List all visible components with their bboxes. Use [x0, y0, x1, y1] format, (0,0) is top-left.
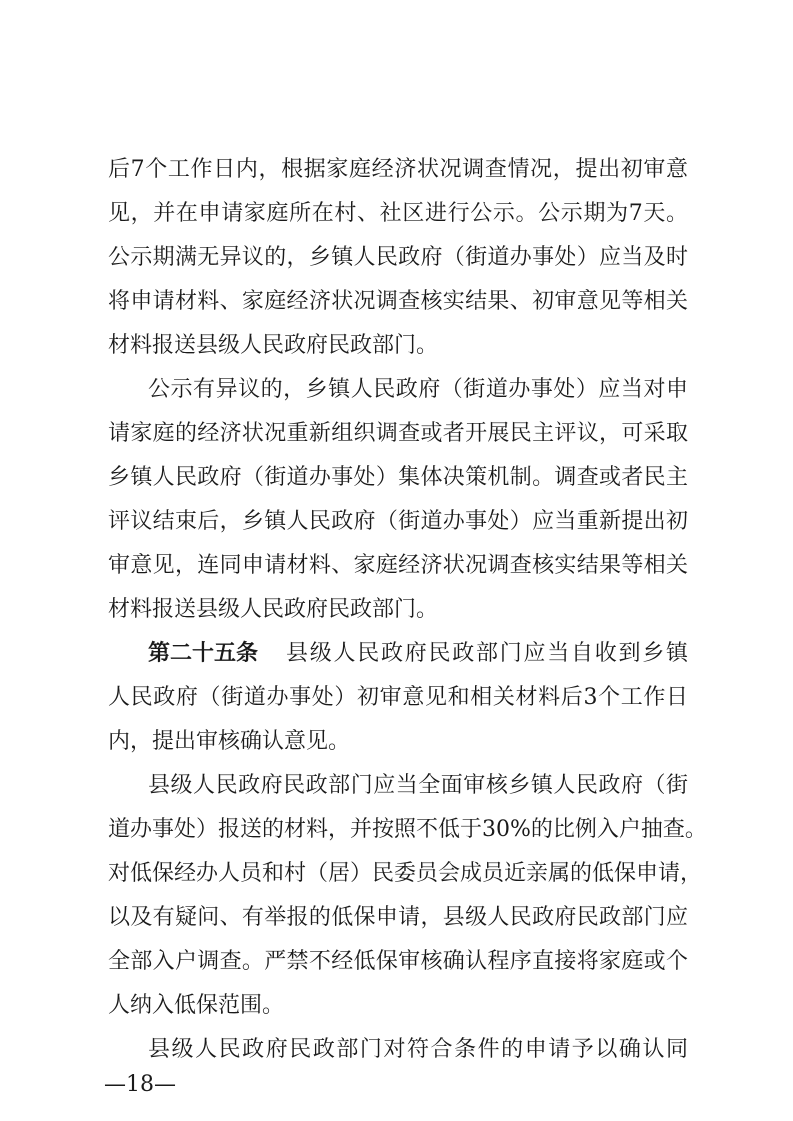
text-line: 以及有疑问、有举报的低保申请，县级人民政府民政部门应 [108, 905, 688, 930]
text-line: 材料报送县级人民政府民政部门。 [108, 597, 439, 622]
paragraph-first-line: 县级人民政府民政部门应当自收到乡镇 [286, 641, 688, 666]
page-number: —18— [104, 1072, 176, 1097]
text-line: 对低保经办人员和村（居）民委员会成员近亲属的低保申请， [108, 861, 703, 886]
text-line: 评议结束后，乡镇人民政府（街道办事处）应当重新提出初 [108, 509, 688, 534]
text-line: 见，并在申请家庭所在村、社区进行公示。公示期为7天。 [108, 201, 688, 226]
text-line: 请家庭的经济状况重新组织调查或者开展民主评议，可采取 [108, 421, 688, 446]
paragraph-first-line: 县级人民政府民政部门应当全面审核乡镇人民政府（街 [148, 773, 688, 798]
text-line: 乡镇人民政府（街道办事处）集体决策机制。调查或者民主 [108, 465, 688, 490]
text-line: 道办事处）报送的材料，并按照不低于30%的比例入户抽查。 [108, 817, 707, 842]
article-heading: 第二十五条 [148, 641, 259, 666]
paragraph-first-line: 县级人民政府民政部门对符合条件的申请予以确认同 [148, 1037, 688, 1062]
text-line: 内，提出审核确认意见。 [108, 729, 351, 754]
text-line: 后7个工作日内，根据家庭经济状况调查情况，提出初审意 [108, 157, 688, 182]
text-line: 材料报送县级人民政府民政部门。 [108, 333, 439, 358]
paragraph-first-line: 公示有异议的，乡镇人民政府（街道办事处）应当对申 [148, 377, 688, 402]
text-line: 将申请材料、家庭经济状况调查核实结果、初审意见等相关 [108, 289, 688, 314]
text-line: 公示期满无异议的，乡镇人民政府（街道办事处）应当及时 [108, 245, 688, 270]
text-line: 人纳入低保范围。 [108, 993, 285, 1018]
text-line: 人民政府（街道办事处）初审意见和相关材料后3个工作日 [108, 685, 688, 710]
text-line: 全部入户调查。严禁不经低保审核确认程序直接将家庭或个 [108, 949, 688, 974]
text-line: 审意见，连同申请材料、家庭经济状况调查核实结果等相关 [108, 553, 688, 578]
